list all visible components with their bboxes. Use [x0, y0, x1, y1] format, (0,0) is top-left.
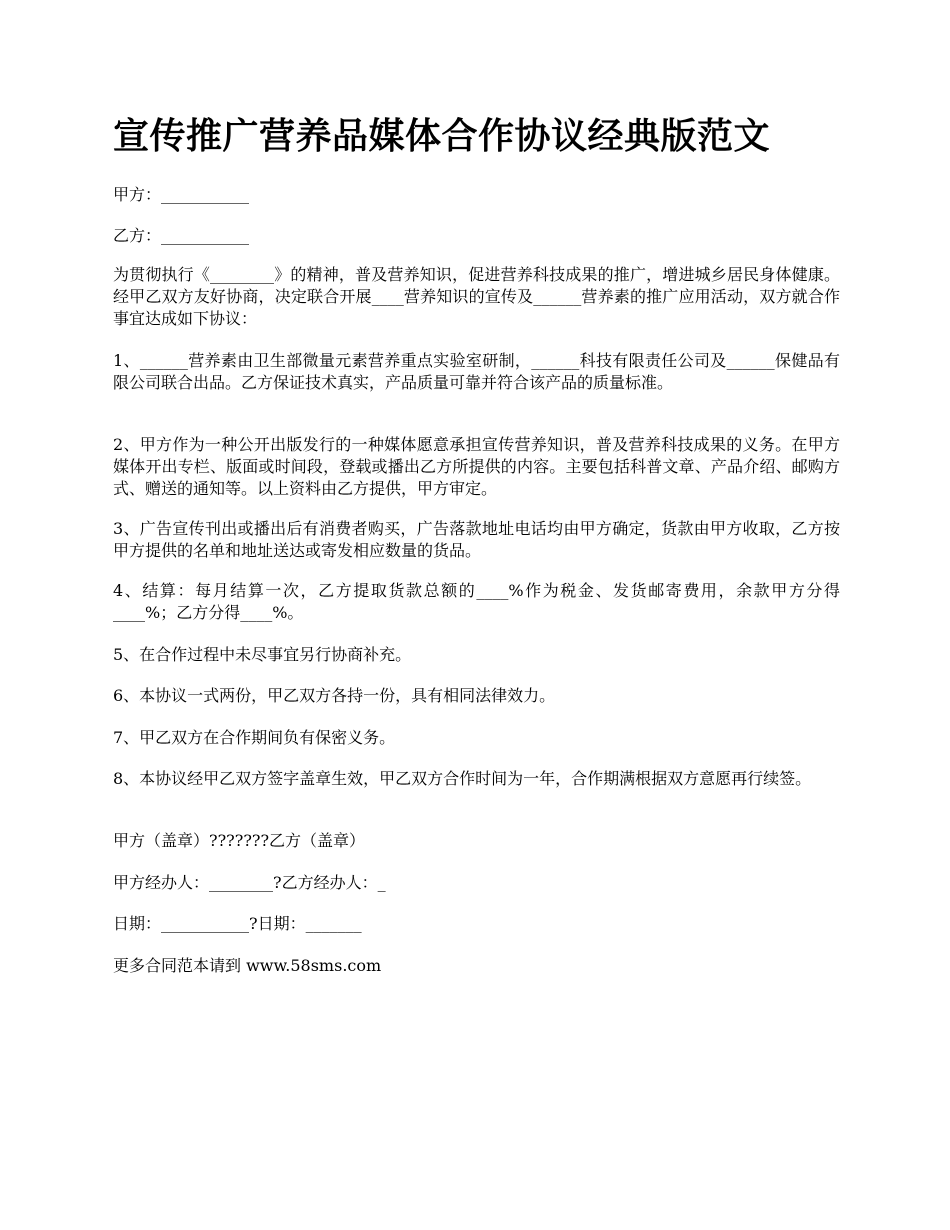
seal-line: 甲方（盖章）???????乙方（盖章） [113, 831, 366, 850]
clause-5: 5、在合作过程中未尽事宜另行协商补充。 [113, 645, 412, 664]
clause-2: 2、甲方作为一种公开出版发行的一种媒体愿意承担宣传营养知识，普及营养科技成果的义务。在甲方媒体开出专栏、版面或时间段，登载或播出乙方所提供的内容。主要包括科普文章、产品介绍、邮购方式、赠送的通知等。以上资料由乙方提供，甲方审定。 [113, 435, 840, 498]
clause-4: 4、结算：每月结算一次，乙方提取货款总额的____%作为税金、发货邮寄费用，余款甲方分得____%；乙方分得____%。 [113, 581, 840, 622]
clause-8: 8、本协议经甲乙双方签字盖章生效，甲乙双方合作时间为一年，合作期满根据双方意愿再行续签。 [113, 769, 812, 788]
clause-1: 1、______营养素由卫生部微量元素营养重点实验室研制，______科技有限责任公司及______保健品有限公司联合出品。乙方保证技术真实，产品质量可靠并符合该产品的质量标准。 [113, 351, 840, 392]
footer-text: 更多合同范本请到 www.58sms.com [113, 956, 382, 975]
agent-line: 甲方经办人：________?乙方经办人：_ [113, 873, 386, 892]
clause-6: 6、本协议一式两份，甲乙双方各持一份，具有相同法律效力。 [113, 686, 556, 705]
clause-3: 3、广告宣传刊出或播出后有消费者购买，广告落款地址电话均由甲方确定，货款由甲方收取，乙方按甲方提供的名单和地址送达或寄发相应数量的货品。 [113, 519, 840, 560]
document-title: 宣传推广营养品媒体合作协议经典版范文 [113, 116, 771, 157]
date-line: 日期：___________?日期：_______ [113, 914, 362, 933]
party-b-line: 乙方：___________ [113, 226, 250, 245]
clause-7: 7、甲乙双方在合作期间负有保密义务。 [113, 728, 396, 747]
party-a-line: 甲方：___________ [113, 185, 250, 204]
intro-paragraph: 为贯彻执行《________》的精神，普及营养知识，促进营养科技成果的推广，增进城乡居民身体健康。经甲乙双方友好协商，决定联合开展____营养知识的宣传及______营养素的推广应用活动，双方就合作事宜达成如下协议： [113, 265, 840, 328]
